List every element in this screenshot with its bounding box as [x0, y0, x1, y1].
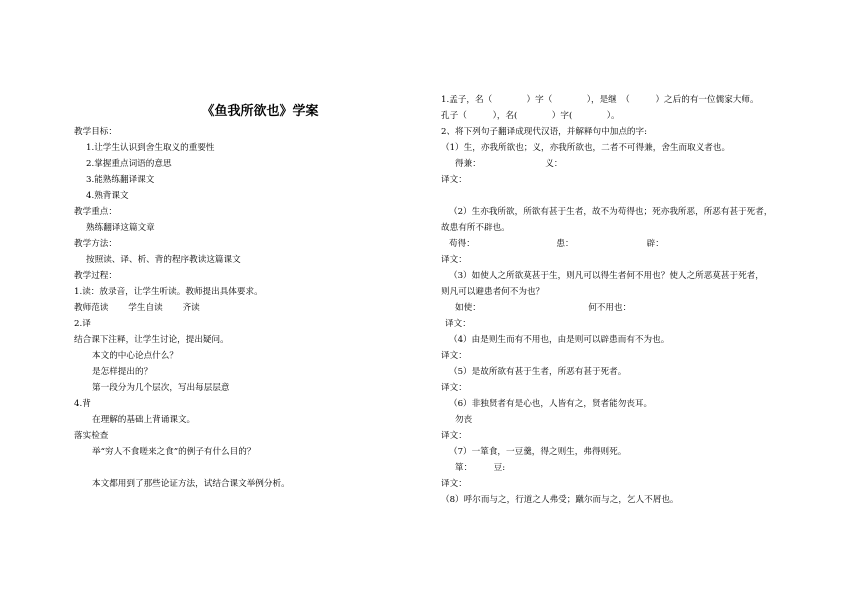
question-line: 第一段分为几个层次，写出每层层意	[92, 383, 230, 393]
section-heading: 2、将下列句子翻译成现代汉语，并解释句中加点的字:	[441, 127, 648, 137]
list-item: 2.掌握重点词语的意思	[86, 159, 172, 169]
section-heading: 落实检查	[74, 431, 109, 441]
sentence-line: （7）一箪食，一豆羹，得之则生，弗得则死。	[449, 447, 627, 457]
document-title: 《鱼我所欲也》学案	[201, 104, 319, 119]
sentence-line: （4）由是则生而有不用也，由是则可以辟患而有不为也。	[449, 335, 670, 345]
question-line: 本文都用到了那些论证方法，试结合课文举例分析。	[92, 479, 290, 489]
translation-label: 译文：	[441, 383, 467, 393]
fill-in-line: 孔子（ ），名( ）字( ）。	[441, 111, 620, 121]
sentence-line: （5）是故所欲有甚于生者，所恶有甚于死者。	[449, 367, 627, 377]
sentence-line: （8）呼尔而与之，行道之人弗受；蹴尔而与之，乞人不屑也。	[441, 495, 679, 505]
word-gloss-line: 如使： 何不用也：	[455, 303, 632, 313]
list-item: 4.熟背课文	[86, 191, 129, 201]
sentence-line: （3）如使人之所欲莫甚于生，则凡可以得生者何不用也？使人之所恶莫甚于死者，	[449, 271, 764, 281]
section-heading: 教学重点：	[74, 207, 117, 217]
sentence-line: （2）生亦我所欲，所欲有甚于生者，故不为苟得也；死亦我所恶，所恶有甚于死者，	[449, 207, 773, 217]
section-heading: 教学目标：	[74, 127, 117, 137]
translation-label: 译文：	[441, 351, 467, 361]
sentence-line: （6）非独贤者有是心也，人皆有之，贤者能勿丧耳。	[449, 399, 653, 409]
sentence-line: 则凡可以避患者何不为也？	[441, 287, 545, 297]
word-gloss-line: 勿丧	[455, 415, 473, 425]
section-heading: 教学过程：	[74, 271, 117, 281]
text-line: 结合课下注释，让学生讨论，提出疑问。	[74, 335, 229, 345]
text-line: 熟练翻译这篇文章	[86, 223, 155, 233]
word-gloss-line: 箪： 豆:	[455, 463, 506, 473]
question-line: 举“穷人不食嗟来之食”的例子有什么目的？	[92, 447, 256, 457]
text-line: 在理解的基础上背诵课文。	[92, 415, 196, 425]
translation-label: 译文：	[441, 479, 467, 489]
sentence-line: 故患有所不辟也。	[441, 223, 510, 233]
text-line: 按照读、译、析、背的程序教读这篇课文	[86, 255, 241, 265]
text-line: 教师范读 学生自读 齐读	[74, 303, 200, 313]
translation-label: 译文：	[441, 175, 467, 185]
fill-in-line: 1.孟子，名（ ）字（ ），是继 （ ）之后的有一位儒家大师。	[441, 95, 759, 105]
translation-label: 译文：	[445, 319, 471, 329]
sentence-line: （1）生，亦我所欲也；义，亦我所欲也，二者不可得兼，舍生而取义者也。	[441, 143, 731, 153]
translation-label: 译文：	[441, 255, 467, 265]
section-heading: 2.译	[74, 319, 91, 329]
word-gloss-line: 苟得： 患： 辟：	[449, 239, 664, 249]
word-gloss-line: 得兼： 义：	[455, 159, 563, 169]
question-line: 本文的中心论点什么？	[92, 351, 178, 361]
text-line: 1.读：放录音，让学生听读。教师提出具体要求。	[74, 287, 263, 297]
question-line: 是怎样提出的？	[92, 367, 153, 377]
section-heading: 教学方法：	[74, 239, 117, 249]
list-item: 1.让学生认识到舍生取义的重要性	[86, 143, 215, 153]
translation-label: 译文：	[441, 431, 467, 441]
list-item: 3.能熟练翻译课文	[86, 175, 155, 185]
section-heading: 4.背	[74, 399, 91, 409]
